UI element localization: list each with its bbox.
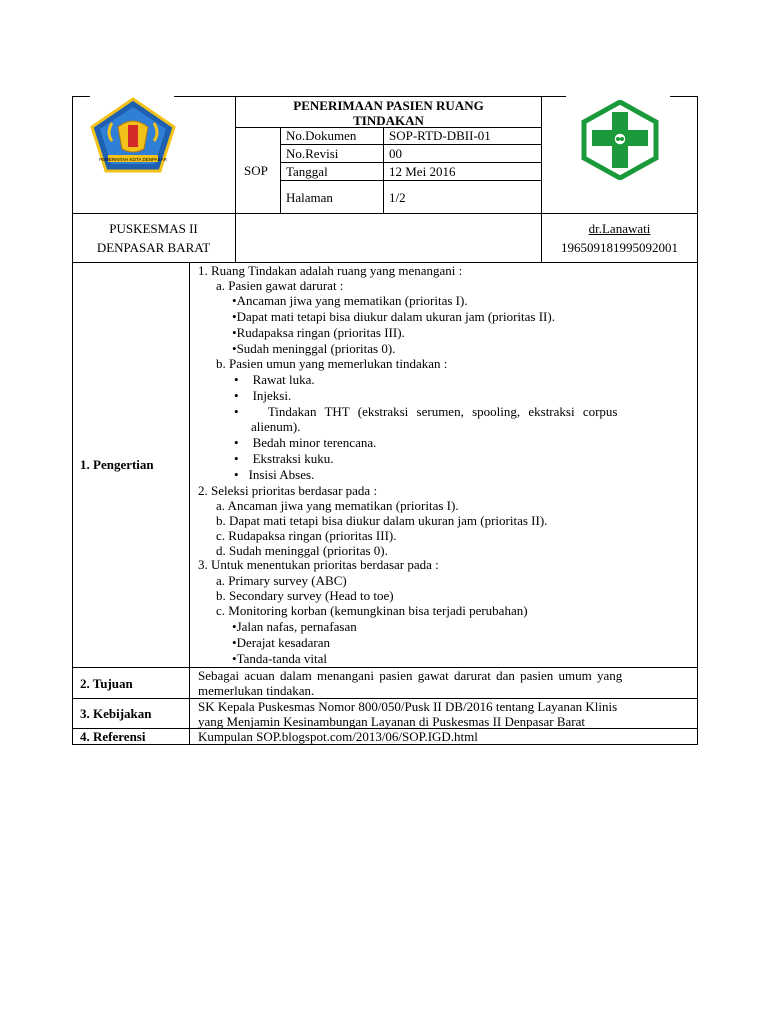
table-border xyxy=(280,180,541,181)
document-title-line1: PENERIMAAN PASIEN RUANG xyxy=(293,98,484,113)
document-title xyxy=(236,98,541,128)
list-item xyxy=(232,325,405,340)
list-item: a. Pasien gawat darurat : xyxy=(216,278,344,293)
list-item: 2. Seleksi prioritas berdasar pada : xyxy=(198,483,378,498)
table-border xyxy=(697,96,698,745)
list-item-text: Insisi Abses. xyxy=(248,467,315,482)
signer-name: dr.Lanawati xyxy=(588,221,651,236)
list-item xyxy=(232,619,357,634)
table-border xyxy=(383,127,384,213)
list-item-text: Ekstraksi kuku. xyxy=(252,451,334,466)
list-item: b. Secondary survey (Head to toe) xyxy=(216,588,394,603)
list-item-text: Jalan nafas, pernafasan xyxy=(236,619,357,634)
list-item xyxy=(232,635,330,650)
list-item: a. Ancaman jiwa yang mematikan (prioritas I). xyxy=(216,498,459,513)
list-item-text: Rawat luka. xyxy=(252,372,315,387)
document-title-line2: TINDAKAN xyxy=(353,113,424,128)
list-item: 1. Ruang Tindakan adalah ruang yang menangani : xyxy=(198,263,463,278)
list-item xyxy=(232,293,468,308)
section-label-referensi: 4. Referensi xyxy=(80,729,146,744)
kebijakan-text-line1: SK Kepala Puskesmas Nomor 800/050/Pusk II DB/2016 tentang Layanan Klinis xyxy=(198,699,618,714)
list-item-text: Derajat kesadaran xyxy=(236,635,331,650)
list-item: d. Sudah meninggal (prioritas 0). xyxy=(216,543,388,558)
table-border xyxy=(280,144,541,145)
tujuan-text-line1: Sebagai acuan dalam menangani pasien gawat darurat dan pasien umum yang xyxy=(198,668,623,683)
list-item-text: Rudapaksa ringan (prioritas III). xyxy=(236,325,405,340)
list-item xyxy=(234,467,314,482)
list-item-text: Bedah minor terencana. xyxy=(252,435,377,450)
table-border xyxy=(280,127,281,213)
list-item-text: Sudah meninggal (prioritas 0). xyxy=(236,341,396,356)
list-item xyxy=(232,309,555,324)
meta-label: No.Revisi xyxy=(286,146,339,161)
meta-label: Tanggal xyxy=(286,164,328,179)
list-item: c. Monitoring korban (kemungkinan bisa terjadi perubahan) xyxy=(216,603,528,618)
section-label-tujuan: 2. Tujuan xyxy=(80,676,133,691)
table-border xyxy=(670,96,698,97)
emblem-caption: PEMERINTAH KOTA DENPASAR xyxy=(99,157,167,162)
signer xyxy=(542,219,697,257)
section-label-pengertian: 1. Pengertian xyxy=(80,457,154,472)
list-item-text: Tindakan THT (ekstraksi serumen, spooling, ekstraksi corpus xyxy=(267,404,618,419)
kebijakan-text-line2: yang Menjamin Kesinambungan Layanan di Puskesmas II Denpasar Barat xyxy=(198,714,586,729)
section-label-kebijakan: 3. Kebijakan xyxy=(80,706,152,721)
table-border xyxy=(72,213,698,214)
list-item xyxy=(234,372,315,387)
table-border xyxy=(72,96,73,745)
puskesmas-logo xyxy=(580,100,660,180)
referensi-text: Kumpulan SOP.blogspot.com/2013/06/SOP.IGD.html xyxy=(198,729,478,744)
table-border xyxy=(280,162,541,163)
organization-name-line2: DENPASAR BARAT xyxy=(96,240,211,255)
list-item: 3. Untuk menentukan prioritas berdasar pada : xyxy=(198,557,439,572)
meta-value: 12 Mei 2016 xyxy=(389,164,456,179)
table-border xyxy=(174,96,566,97)
meta-label: No.Dokumen xyxy=(286,128,357,143)
list-item: b. Pasien umun yang memerlukan tindakan : xyxy=(216,356,448,371)
list-item-text: Injeksi. xyxy=(252,388,292,403)
list-item xyxy=(234,435,376,450)
meta-value: 1/2 xyxy=(389,190,406,205)
list-item: alienum). xyxy=(251,419,301,434)
table-border xyxy=(72,744,698,745)
list-item: b. Dapat mati tetapi bisa diukur dalam ukuran jam (prioritas II). xyxy=(216,513,548,528)
list-item xyxy=(234,388,291,403)
organization-name-line1: PUSKESMAS II xyxy=(109,221,198,236)
denpasar-emblem-logo xyxy=(88,97,178,177)
organization-name xyxy=(72,219,235,257)
list-item-text: Ancaman jiwa yang mematikan (prioritas I). xyxy=(236,293,468,308)
tujuan-text-line2: memerlukan tindakan. xyxy=(198,683,315,698)
list-item-text: Tanda-tanda vital xyxy=(236,651,327,666)
meta-label: Halaman xyxy=(286,190,333,205)
list-item: a. Primary survey (ABC) xyxy=(216,573,347,588)
meta-value: SOP-RTD-DBII-01 xyxy=(389,128,491,143)
list-item xyxy=(234,404,689,419)
table-border xyxy=(189,262,190,745)
meta-value: 00 xyxy=(389,146,402,161)
list-item xyxy=(232,341,395,356)
sop-label: SOP xyxy=(244,163,268,178)
list-item xyxy=(232,651,327,666)
list-item: c. Rudapaksa ringan (prioritas III). xyxy=(216,528,397,543)
list-item xyxy=(234,451,333,466)
list-item-text: Dapat mati tetapi bisa diukur dalam ukuran jam (prioritas II). xyxy=(236,309,555,324)
signer-nip: 196509181995092001 xyxy=(561,240,678,255)
